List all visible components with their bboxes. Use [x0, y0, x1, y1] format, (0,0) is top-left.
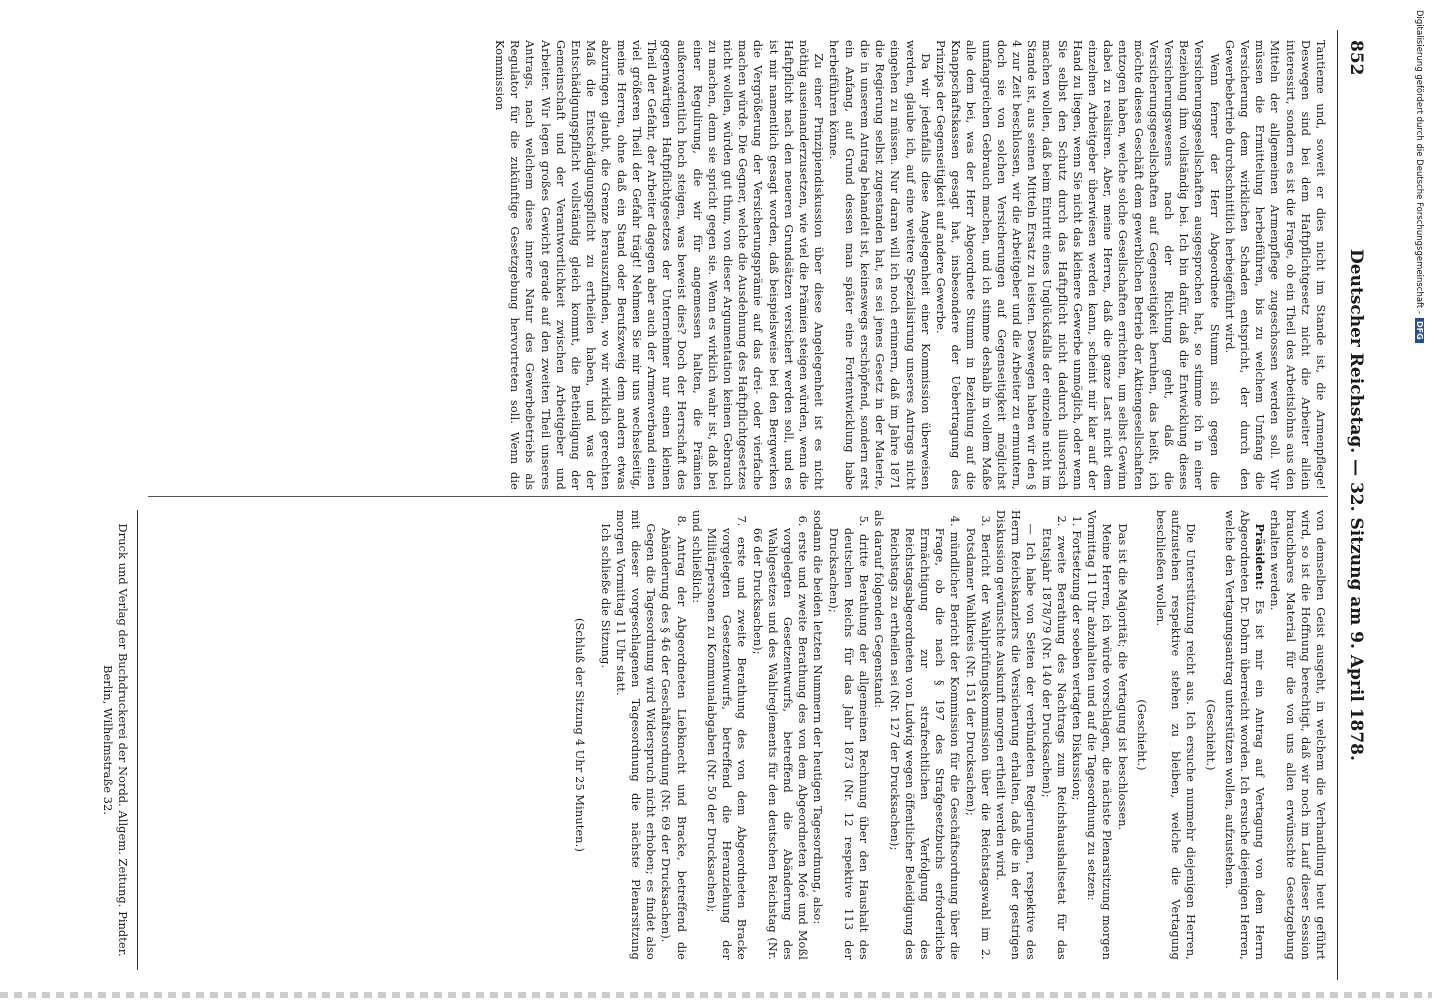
paragraph: Ich schließe die Sitzung.	[598, 523, 612, 669]
header-rule	[1337, 30, 1338, 980]
session-closing: (Schluß der Sitzung 4 Uhr 25 Minuten.)	[573, 617, 587, 853]
paragraph: Gegen die Tagesordnung wird Widerspruch nicht erhoben; es findet also mit dieser vorgeschlagenen Tagesordnung die nächste Plenarsitzung morgen Vormittag 11 Uhr statt.	[613, 510, 658, 960]
agenda-item: 3. Bericht der Wahlprüfungskommission über die Reichstagswahl im 2. Potsdamer Wahlkreis (Nr. 151 der Drucksachen);	[963, 515, 992, 960]
paragraph: Die Unterstützung reicht aus. Ich ersuche nunmehr diejenigen Herren, aufzustehen respektive stehen zu bleiben, welche die Vertagung beschließen wollen.	[1153, 510, 1198, 960]
digitization-text: Digitalisierung gefördert durch die Deutsche Forschungsgemeinschaft -	[1414, 10, 1424, 314]
agenda-item: 2. zweite Berathung des Nachtrags zum Reichshaushaltsetat für das Etatsjahr 1878/79 (Nr. 140 der Drucksachen);	[1039, 515, 1068, 960]
paragraph: Tantieme und, soweit er dies nicht im Stande ist, die Armenpflege! Deswegen sind bei dem Haftpflichtgesetz nicht die Arbeiter allein interessirt, sondern es ist die Frage, ob ein Theil des Arbeitslohns aus den Mitteln der allgemeinen Armenpflege zugeschossen werden soll. Wir müssen die Ermittelung herbeiführen, bis zu welchem Umfang die Versicherung dem wirklichen Schaden entspricht, der durch den Gewerbebetrieb durchschnittlich herbeigeführt wird.	[1222, 40, 1327, 490]
paragraph: und schließlich:	[689, 510, 703, 604]
paragraph: Das ist die Majorität; die Vertagung ist beschlossen.	[1115, 523, 1129, 831]
left-column	[492, 40, 1328, 490]
column-divider	[148, 496, 1328, 497]
right-column	[572, 510, 1328, 960]
page-title: Deutscher Reichstag. — 32. Sitzung am 9. April 1878.	[1346, 249, 1366, 761]
stage-direction: (Geschieht.)	[1134, 699, 1148, 771]
page-header	[1340, 30, 1380, 980]
agenda-item: 5. dritte Berathung der allgemeinen Rechnung über den Haushalt des deutschen Reichs für das Jahr 1873 (Nr. 12 respektive 113 der Drucksachen);	[826, 515, 871, 960]
scan-edge	[0, 992, 1432, 998]
imprint-line: Druck und Verlag der Buchdruckerei der Nordd. Allgem. Zeitung. Pindter.	[116, 523, 130, 957]
agenda-item: 8. Antrag der Abgeordneten Liebknecht und Bracke, betreffend die Abänderung des § 46 der Geschäftsordnung (Nr. 69 der Drucksachen).	[659, 515, 688, 960]
agenda-item: 7. erste und zweite Berathung des von dem Abgeordneten Bracke vorgelegten Gesetzentwurfs, betreffend die Heranziehung der Militärpersonen zu Kommunalabgaben (Nr. 50 der Drucksachen);	[705, 515, 749, 960]
paragraph: Wenn ferner der Herr Abgeordnete Stumm sich gegen die Versicherungsgesellschaften ausgesprochen hat, so stimme ich in einer Beziehung ihm vollständig bei. Ich bin dafür, daß die Entwicklung dieses Versicherungswesens nach der Richtung geht, daß die Versicherungsgesellschaften auf Gegenseitigkeit beruhen, das heißt, ich möchte dieses Geschäft dem gewerblichen Betrieb der Aktiengesellschaften entzogen haben, welche solche Gesellschaften errichten, um selbst Gewinn dabei zu realisiren. Aber, meine Herren, daß die ganze Last nicht dem einzelnen Arbeitgeber überwiesen werden kann, scheint mir klar auf der Hand zu liegen, wenn Sie nicht das kleinere Gewerbe unmöglich, oder wenn Sie selbst den Schutz durch das Haftpflicht nicht dadurch illusorisch machen wollen, daß beim Eintritt eines Unglücksfalls der einzelne nicht im Stande ist, aus seinen Mitteln Ersatz zu leisten. Deswegen haben wir den § 4 zur Zeit beschlossen, wir die Arbeitgeber und die Arbeiter zu ermuntern, doch sie von solchen Versicherungen auf Gegenseitigkeit möglichst umfangreichen Gebrauch machen, und ich stimme deshalb in vollem Maße alle dem bei, was der Herr Abgeordnete Stumm in Beziehung auf die Knappschaftskassen gesagt hat, insbesondere der Uebertragung des Prinzips der Gegenseitigkeit auf andere Gewerbe.	[933, 40, 1221, 490]
paragraph: Da wir jedenfalls diese Angelegenheit einer Kommission überweisen werden, glaube ich, auf eine weitere Spezialisirung unseres Antrags nicht eingehen zu müssen. Nur daran will ich noch erinnern, daß im Jahre 1871 die Regierung selbst zugestanden hat, es sei jenes Gesetz in der Materie, die in unserem Antrag behandelt ist, keineswegs erschöpfend, sondern erst ein Anfang, auf Grund dessen man später eine Fortentwicklung habe herbeiführen könne.	[827, 40, 932, 490]
paragraph: sodann die beiden letzten Nummern der heutigen Tagesordnung, also:	[811, 510, 825, 925]
stage-direction: (Geschieht.)	[1203, 699, 1217, 771]
imprint-line: Berlin, Wilhelmstraße 32.	[101, 665, 115, 815]
page-number: 852	[1346, 40, 1366, 76]
paragraph: von demselben Geist ausgeht, in welchem die Verhandlung heut geführt wird, so ist die Hoffnung berechtigt, daß wir noch im Lauf dieser Session brauchbares Material für die von uns allen erwünschte Gesetzgebung erhalten werden.	[1268, 510, 1327, 960]
paragraph: Meine Herren, ich würde vorschlagen, die nächste Plenarsitzung morgen Vormittag 11 Uhr abzuhalten und auf die Tagesordnung zu setzen:	[1085, 510, 1114, 960]
rotated-page-content	[40, 30, 1380, 980]
agenda-item: 1. Fortsetzung der soeben vertagten Diskussion;	[1069, 515, 1083, 801]
paragraph: als darauf folgenden Gegenstand:	[872, 510, 886, 709]
speaker-text: Es ist mir ein Antrag auf Vertagung von dem Herrn Abgeordneten Dr. Dohrn überreicht worden. Ich ersuche diejenigen Herren, welche den Vertagungsantrag unterstützen wollen, aufzustehen.	[1222, 510, 1267, 960]
paragraph: Zu einer Prinzipiendiskussion über diese Angelegenheit ist es nicht nöthig auseinanderzusetzen, wie viel die Prämien steigen würden, wenn die Haftpflicht nach den neueren Grundsätzen versichert werden soll, und es ist mir namentlich gesagt worden, daß beispielsweise bei den Bergwerken die Vergrößerung der Versicherungsprämie auf das drei- oder vierfache machen würde. Die Gegner, welche die Ausdehnung des Haftpflichtgesetzes nicht wollen, würden gut thun, von dieser Argumentation keinen Gebrauch zu machen, denn sie spricht gegen sie. Wenn es wirklich wahr ist, daß bei einer Regulirung, die wir für angemessen halten, die Prämien außerordentlich hoch steigen, was beweist dies? Doch der Herrschaft des gegenwärtigen Haftpflichtgesetzes der Unternehmer nur einen kleinen Theil der Gefahr, der Arbeiter dagegen aber auch der Armenverband einen viel größeren Theil der Gefahr trägt! Nehmen Sie mir uns wechselseitig, meine Herren, ohne daß ein Stand oder Berufszweig dem andern etwas abzuringen glaubt, die Grenze herauszufinden, wo wir wirklich gerechten Maß die Entschädigungspflicht zu ertheilen haben, und was der Entschädigungspflicht vollständig gleich kommt, die Betheiligung der Gemeinschaft und der Verantwortlichkeit zwischen Arbeitgeber und Arbeiter. Wir legen großes Gewicht gerade auf den zweiten Theil unseres Antrags, nach welchem diese innere Natur des Gewerbebetriebs als Regulator für die zukünftige Gesetzgebung hervortreten soll. Wenn die Kommission	[493, 40, 826, 490]
digitization-note	[1414, 10, 1424, 343]
printer-imprint	[100, 510, 130, 970]
paragraph: — Ich habe von Seiten der verbündeten Regierungen, respektive des Herrn Reichskanzlers die Versicherung erhalten, daß die in der gestrigen Diskussion gewünschte Auskunft morgen ertheilt werden wird.	[993, 510, 1038, 960]
agenda-item: 4. mündlicher Bericht der Kommission für die Geschäftsordnung über die Frage, ob die nach § 197 des Strafgesetzbuchs erforderliche Ermächtigung zur strafrechtlichen Verfolgung des Reichstagsabgeordneten von Ludwig wegen öffentlicher Beleidigung des Reichstags zu ertheilen sei (Nr. 127 der Drucksachen);	[887, 515, 962, 960]
imprint-rule	[137, 510, 138, 970]
dfg-logo-icon: DFG	[1415, 318, 1424, 343]
speaker-label: Präsident:	[1253, 523, 1268, 590]
president-paragraph	[1222, 510, 1268, 960]
agenda-item: 6. erste und zweite Berathung des von dem Abgeordneten Moé und Moßl vorgelegten Gesetzentwurfs, betreffend die Abänderung des Wahlgesetzes und des Wahlreglements für den deutschen Reichstag (Nr. 66 der Drucksachen);	[750, 515, 810, 960]
